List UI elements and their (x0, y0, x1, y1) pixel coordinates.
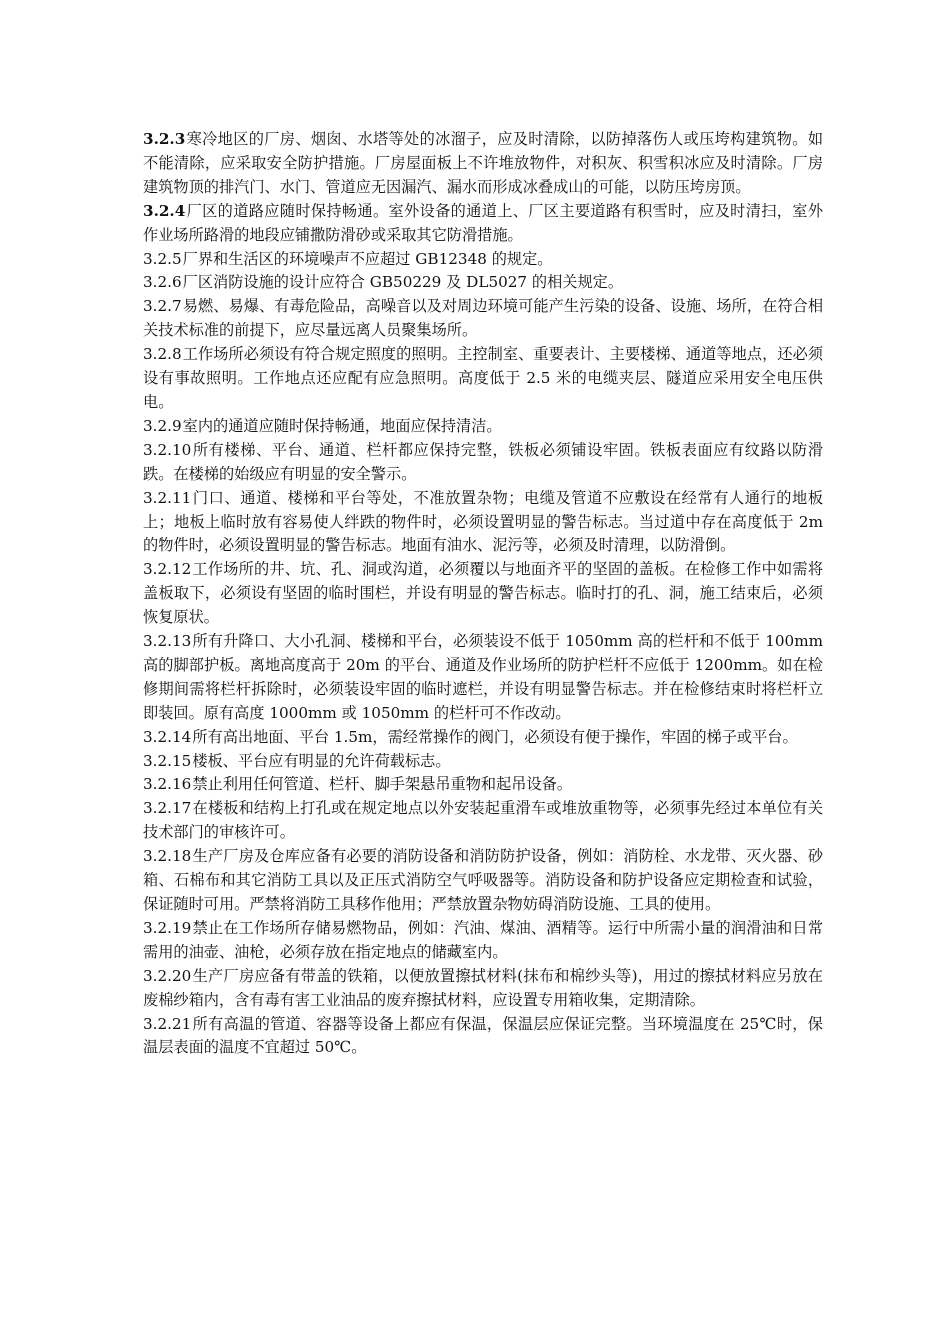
clause-text: 工作场所必须设有符合规定照度的照明。主控制室、重要表计、主要楼梯、通道等地点，还必须设有事故照明。工作地点还应配有应急照明。高度低于 2.5 米的电缆夹层、隧道应采用安全电压供电。 (143, 345, 823, 411)
clause-number: 3.2.15 (143, 751, 192, 770)
clause-number: 3.2.17 (143, 799, 192, 818)
clause-number: 3.2.11 (143, 488, 192, 507)
paragraph-3-2-7 (143, 295, 823, 343)
clause-text: 厂区的道路应随时保持畅通。室外设备的通道上、厂区主要道路有积雪时，应及时清扫，室外作业场所路滑的地段应铺撒防滑砂或采取其它防滑措施。 (143, 201, 823, 244)
paragraph-3-2-3 (143, 128, 823, 200)
paragraph-3-2-9 (143, 415, 823, 439)
clause-number: 3.2.21 (143, 1014, 192, 1033)
paragraph-3-2-8 (143, 343, 823, 415)
paragraph-3-2-6 (143, 271, 823, 295)
clause-text: 门口、通道、楼梯和平台等处，不准放置杂物；电缆及管道不应敷设在经常有人通行的地板上；地板上临时放有容易使人绊跌的物件时，必须设置明显的警告标志。当过道中存在高度低于 2m 的物件时，必须设置明显的警告标志。地面有油水、泥污等，必须及时清理，以防滑倒。 (143, 488, 823, 555)
paragraph-3-2-12 (143, 558, 823, 630)
clause-number: 3.2.3 (143, 130, 186, 148)
paragraph-3-2-19 (143, 917, 823, 965)
clause-number: 3.2.16 (143, 775, 192, 794)
clause-number: 3.2.13 (143, 632, 192, 651)
clause-number: 3.2.5 (143, 249, 182, 268)
clause-text: 厂界和生活区的环境噪声不应超过 GB12348 的规定。 (182, 249, 553, 268)
paragraph-3-2-20 (143, 965, 823, 1013)
clause-number: 3.2.4 (143, 201, 186, 220)
clause-number: 3.2.20 (143, 966, 192, 985)
paragraph-3-2-11 (143, 487, 823, 559)
paragraph-3-2-5 (143, 248, 823, 272)
clause-text: 禁止利用任何管道、栏杆、脚手架悬吊重物和起吊设备。 (192, 775, 572, 794)
paragraph-3-2-13 (143, 630, 823, 726)
paragraph-3-2-17 (143, 797, 823, 845)
clause-number: 3.2.19 (143, 918, 192, 937)
clause-number: 3.2.18 (143, 847, 192, 866)
paragraph-3-2-10 (143, 439, 823, 487)
clause-text: 厂区消防设施的设计应符合 GB50229 及 DL5027 的相关规定。 (182, 273, 624, 292)
paragraph-3-2-4 (143, 200, 823, 248)
clause-number: 3.2.6 (143, 273, 182, 292)
clause-text: 室内的通道应随时保持畅通，地面应保持清洁。 (182, 416, 502, 435)
clause-text: 所有高温的管道、容器等设备上都应有保温，保温层应保证完整。当环境温度在 25℃时，保温层表面的温度不宜超过 50℃。 (143, 1014, 823, 1057)
clause-text: 所有升降口、大小孔洞、楼梯和平台，必须装设不低于 1050mm 高的栏杆和不低于 100mm 高的脚部护板。离地高度高于 20m 的平台、通道及作业场所的防护栏杆不应低于 1200mm。如在检修期间需将栏杆拆除时，必须装设牢固的临时遮栏，并设有明显警告标志。并在检修结束时将栏杆立即装回。原有高度 1000mm 或 1050mm 的栏杆可不作改动。 (143, 632, 823, 722)
clause-text: 易燃、易爆、有毒危险品，高噪音以及对周边环境可能产生污染的设备、设施、场所，在符合相关技术标准的前提下，应尽量远离人员聚集场所。 (143, 297, 823, 340)
paragraph-3-2-14 (143, 726, 823, 750)
document-body (143, 128, 823, 1060)
clause-text: 所有楼梯、平台、通道、栏杆都应保持完整，铁板必须铺设牢固。铁板表面应有纹路以防滑跌。在楼梯的始级应有明显的安全警示。 (143, 440, 823, 483)
clause-text: 寒冷地区的厂房、烟囱、水塔等处的冰溜子，应及时清除，以防掉落伤人或压垮构建筑物。如不能清除，应采取安全防护措施。厂房屋面板上不许堆放物件，对积灰、积雪积冰应及时清除。厂房建筑物顶的排汽门、水门、管道应无因漏汽、漏水而形成冰叠成山的可能，以防压垮房顶。 (143, 130, 823, 196)
clause-text: 工作场所的井、坑、孔、洞或沟道，必须覆以与地面齐平的坚固的盖板。在检修工作中如需将盖板取下，必须设有坚固的临时围栏，并设有明显的警告标志。临时打的孔、洞，施工结束后，必须恢复原状。 (143, 560, 823, 627)
clause-number: 3.2.10 (143, 440, 192, 459)
paragraph-3-2-16 (143, 773, 823, 797)
clause-text: 楼板、平台应有明显的允许荷载标志。 (192, 751, 451, 770)
clause-text: 生产厂房及仓库应备有必要的消防设备和消防防护设备，例如：消防栓、水龙带、灭火器、砂箱、石棉布和其它消防工具以及正压式消防空气呼吸器等。消防设备和防护设备应定期检查和试验，保证随时可用。严禁将消防工具移作他用；严禁放置杂物妨碍消防设施、工具的使用。 (143, 847, 823, 913)
paragraph-3-2-15 (143, 750, 823, 774)
clause-number: 3.2.7 (143, 297, 182, 316)
clause-number: 3.2.9 (143, 416, 182, 435)
clause-text: 在楼板和结构上打孔或在规定地点以外安装起重滑车或堆放重物等，必须事先经过本单位有关技术部门的审核许可。 (143, 799, 823, 842)
clause-number: 3.2.12 (143, 560, 192, 579)
paragraph-3-2-21 (143, 1013, 823, 1061)
clause-text: 所有高出地面、平台 1.5m，需经常操作的阀门，必须设有便于操作，牢固的梯子或平台。 (192, 727, 798, 746)
clause-text: 禁止在工作场所存储易燃物品，例如：汽油、煤油、酒精等。运行中所需小量的润滑油和日常需用的油壶、油枪，必须存放在指定地点的储藏室内。 (143, 918, 823, 961)
paragraph-3-2-18 (143, 845, 823, 917)
clause-number: 3.2.14 (143, 727, 192, 746)
clause-number: 3.2.8 (143, 345, 182, 364)
clause-text: 生产厂房应备有带盖的铁箱，以便放置擦拭材料(抹布和棉纱头等)，用过的擦拭材料应另放在废棉纱箱内，含有毒有害工业油品的废弃擦拭材料，应设置专用箱收集，定期清除。 (143, 966, 823, 1009)
